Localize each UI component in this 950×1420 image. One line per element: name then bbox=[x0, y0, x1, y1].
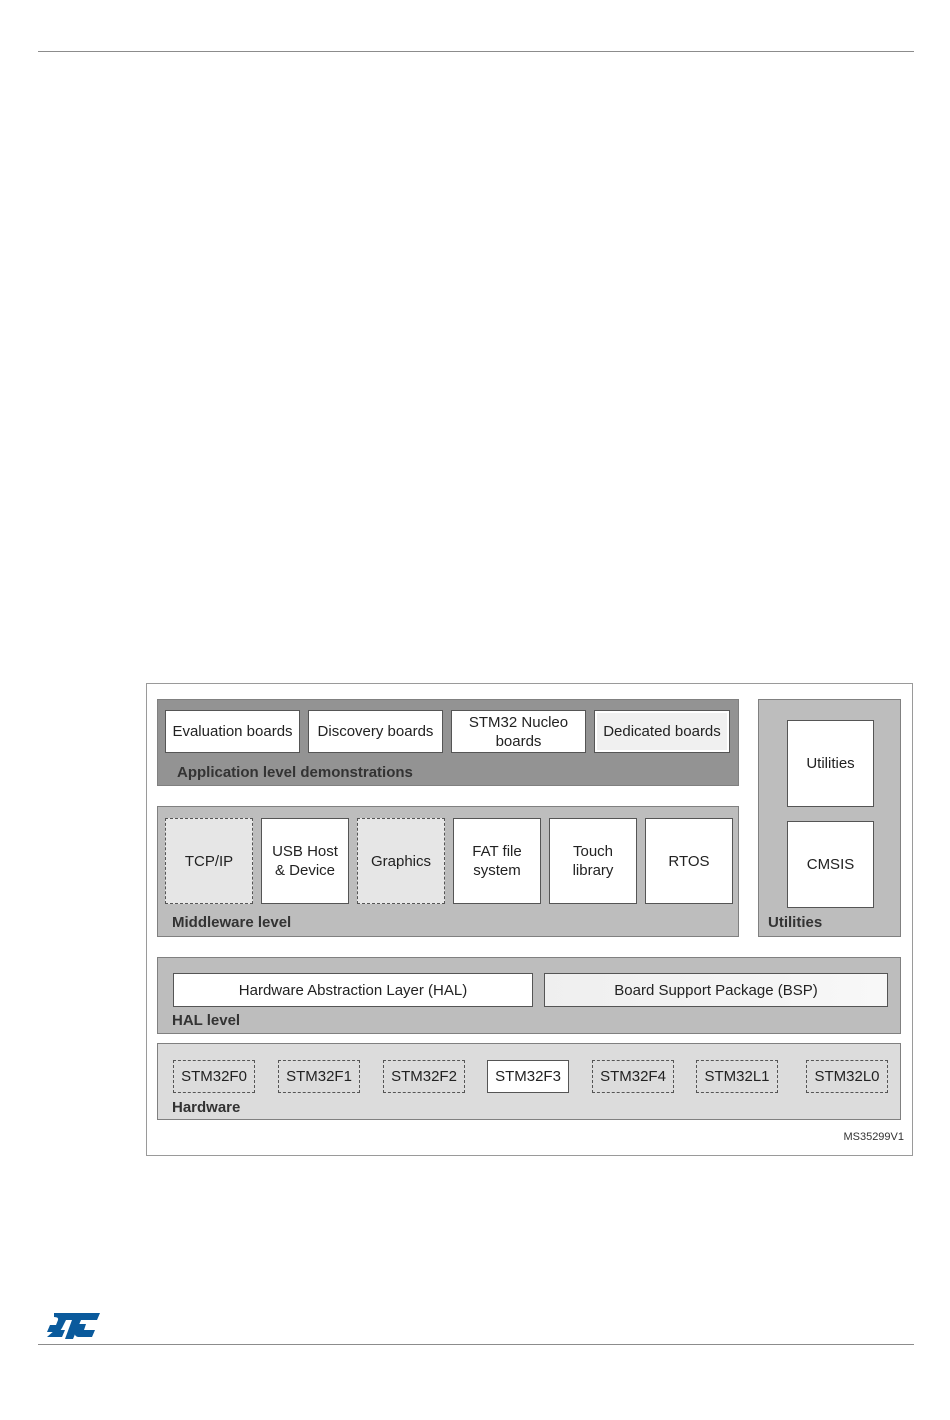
discovery-boards-box bbox=[308, 710, 443, 753]
discovery-boards-label: Discovery boards bbox=[317, 723, 434, 740]
bsp-box bbox=[544, 973, 888, 1007]
evaluation-boards-box bbox=[165, 710, 300, 753]
utilities-box bbox=[787, 720, 874, 807]
stm32cube-architecture-diagram bbox=[146, 683, 913, 1156]
stm32f2-label: STM32F2 bbox=[391, 1068, 457, 1085]
evaluation-boards-label: Evaluation boards bbox=[172, 723, 293, 740]
figure-id: MS35299V1 bbox=[843, 1131, 904, 1143]
stm32l1-label: STM32L1 bbox=[704, 1068, 770, 1085]
hal-level-label: HAL level bbox=[172, 1012, 241, 1029]
dedicated-boards-box bbox=[594, 710, 730, 753]
hal-box bbox=[173, 973, 533, 1007]
touch-library-label: Touch library bbox=[572, 843, 614, 879]
middleware-level-panel bbox=[157, 806, 739, 937]
usb-host-device-box bbox=[261, 818, 349, 904]
hardware-label: Hardware bbox=[172, 1099, 241, 1116]
stm32f4-box bbox=[592, 1060, 674, 1093]
nucleo-boards-box bbox=[451, 710, 586, 753]
stm32f2-box bbox=[383, 1060, 465, 1093]
utilities-box-label: Utilities bbox=[806, 755, 855, 772]
utilities-panel-label: Utilities bbox=[768, 914, 823, 931]
stm32f1-box bbox=[278, 1060, 360, 1093]
stm32l0-box bbox=[806, 1060, 888, 1093]
hardware-panel bbox=[157, 1043, 901, 1120]
stm32f1-label: STM32F1 bbox=[286, 1068, 352, 1085]
stm32l1-box bbox=[696, 1060, 778, 1093]
stm32f4-label: STM32F4 bbox=[600, 1068, 666, 1085]
hal-level-panel bbox=[157, 957, 901, 1034]
hal-label: Hardware Abstraction Layer (HAL) bbox=[238, 981, 468, 999]
rtos-box bbox=[645, 818, 733, 904]
utilities-panel bbox=[758, 699, 901, 937]
graphics-box bbox=[357, 818, 445, 904]
graphics-label: Graphics bbox=[370, 852, 432, 870]
usb-host-device-label: USB Host & Device bbox=[272, 843, 338, 879]
stm32f0-box bbox=[173, 1060, 255, 1093]
footer-rule bbox=[38, 1344, 914, 1345]
bsp-label: Board Support Package (BSP) bbox=[614, 981, 818, 999]
nucleo-boards-label: STM32 Nucleo boards bbox=[468, 713, 569, 750]
fat-file-system-box bbox=[453, 818, 541, 904]
stm32f3-label: STM32F3 bbox=[495, 1068, 561, 1085]
stm32f3-box bbox=[487, 1060, 569, 1093]
dedicated-boards-label: Dedicated boards bbox=[603, 723, 721, 740]
stm32l0-label: STM32L0 bbox=[814, 1068, 880, 1085]
tcpip-label: TCP/IP bbox=[184, 852, 234, 870]
middleware-level-label: Middleware level bbox=[172, 914, 292, 931]
header-rule bbox=[38, 51, 914, 52]
tcpip-box bbox=[165, 818, 253, 904]
rtos-label: RTOS bbox=[668, 852, 710, 870]
application-level-panel bbox=[157, 699, 739, 786]
stm32f0-label: STM32F0 bbox=[181, 1068, 247, 1085]
cmsis-box bbox=[787, 821, 874, 908]
application-level-label: Application level demonstrations bbox=[177, 764, 413, 781]
cmsis-label: CMSIS bbox=[806, 856, 855, 873]
st-logo-icon bbox=[44, 1310, 102, 1342]
touch-library-box bbox=[549, 818, 637, 904]
fat-file-system-label: FAT file system bbox=[472, 843, 522, 879]
